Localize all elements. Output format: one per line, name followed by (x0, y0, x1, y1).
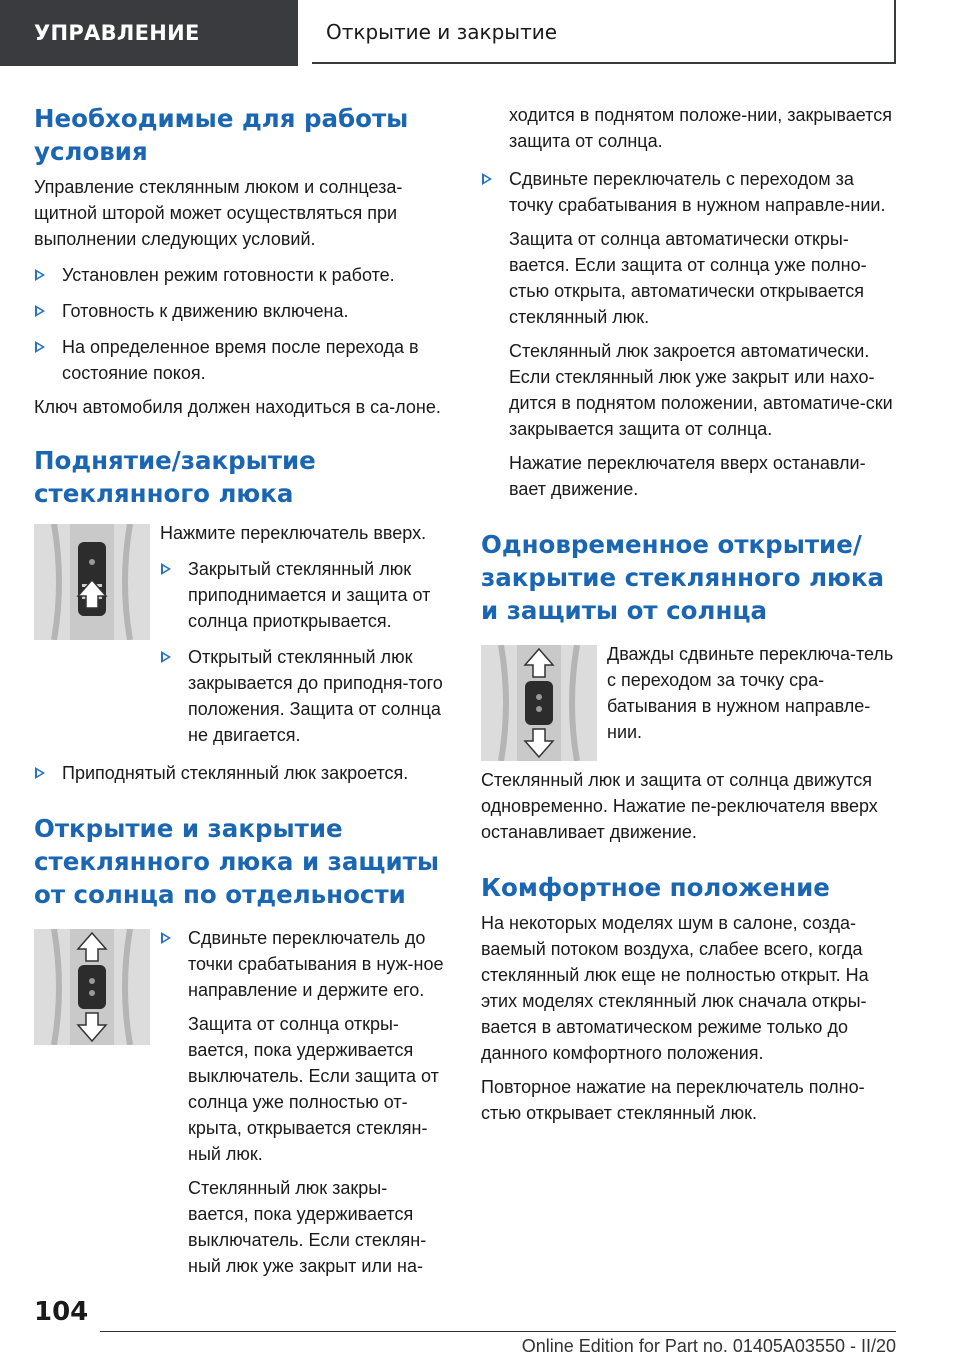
chapter-title: Открытие и закрытие (312, 0, 896, 64)
paragraph-auto-close: Стеклянный люк закроется автоматически. Если стеклянный люк уже закрыт или нахо-дится в поднятом положении, автоматиче-ски закрывается защита от солнца. (509, 341, 893, 439)
heading-raise-close: Поднятие/закрытие стеклянного люка (34, 446, 316, 508)
paragraph-sunroof-close: Стеклянный люк закры-вается, пока удерживается выключатель. Если стеклян-ный люк уже закрыт или на- (188, 1178, 427, 1276)
paragraph-stop: Нажатие переключателя вверх останавли-вает движение. (509, 453, 866, 499)
bullet-triangle-icon (35, 269, 45, 281)
bullet-triangle-icon (482, 173, 492, 185)
right-column (481, 102, 901, 1126)
switch-updown-illustration (34, 929, 150, 1045)
figure-raise (34, 520, 444, 748)
paragraph-continued: ходится в поднятом положе-нии, закрывается защита от солнца. (509, 105, 892, 151)
switch-up-illustration (34, 524, 150, 640)
list-item: Готовность к движению включена. (34, 298, 444, 324)
list-item: Сдвиньте переключатель с переходом за точку срабатывания в нужном направле-нии. (481, 166, 901, 218)
bullet-triangle-icon (161, 932, 171, 944)
figure-simultaneous (481, 641, 901, 761)
footer-edition: Online Edition for Part no. 01405A03550 - II/20 (521, 1336, 896, 1356)
page-number: 104 (34, 1297, 89, 1327)
section-tab: УПРАВЛЕНИЕ (0, 0, 298, 66)
list-item: Установлен режим готовности к работе. (34, 262, 444, 288)
paragraph-intro: Управление стеклянным люком и солнцеза-щитной шторой может осуществляться при выполнении следующих условий. (34, 177, 403, 249)
paragraph-auto-open: Защита от солнца автоматически откры-вается. Если защита от солнца уже полно-стью открыта, автоматически открывается стеклянный люк. (509, 229, 867, 327)
left-column (34, 102, 444, 1279)
heading-comfort: Комфортное положение (481, 873, 830, 902)
paragraph-key-note: Ключ автомобиля должен находиться в са-лоне. (34, 397, 441, 417)
list-item: Приподнятый стеклянный люк закроется. (34, 760, 444, 786)
paragraph-simultaneous-move: Стеклянный люк и защита от солнца движутся одновременно. Нажатие пе-реключателя вверх останавливает движение. (481, 770, 878, 842)
bullet-triangle-icon (35, 767, 45, 779)
heading-separate: Открытие и закрытие стеклянного люка и защиты от солнца по отдельности (34, 814, 440, 909)
bullet-triangle-icon (35, 305, 45, 317)
heading-conditions: Необходимые для работы условия (34, 104, 409, 166)
paragraph-comfort-a: На некоторых моделях шум в салоне, созда-ваемый потоком воздуха, слабее всего, когда стеклянный люк еще не полностью открыт. На этих моделях стеклянный люк сначала откры-вается в автоматическом режиме только до данного комфортного положения. (481, 913, 869, 1063)
paragraph-comfort-b: Повторное нажатие на переключатель полно-стью открывает стеклянный люк. (481, 1077, 865, 1123)
list-item: На определенное время после перехода в состояние покоя. (34, 334, 444, 386)
list-item: Открытый стеклянный люк закрывается до приподня-того положения. Защита от солнца не двигается. (160, 644, 444, 748)
bullet-triangle-icon (161, 563, 171, 575)
paragraph-press-up: Нажмите переключатель вверх. (160, 523, 427, 543)
list-item: Сдвиньте переключатель до точки срабатывания в нуж-ное направление и держите его. (160, 925, 444, 1003)
switch-double-illustration (481, 645, 597, 761)
paragraph-double-slide: Дважды сдвиньте переключа-тель с переходом за точку сра-батывания в нужном направле-нии. (607, 644, 894, 742)
list-item: Закрытый стеклянный люк приподнимается и защита от солнца приоткрывается. (160, 556, 444, 634)
figure-separate (34, 925, 444, 1279)
heading-simultaneous: Одновременное открытие/закрытие стеклянного люка и защиты от солнца (481, 530, 885, 625)
bullet-triangle-icon (35, 341, 45, 353)
paragraph-sunshade-open: Защита от солнца откры-вается, пока удерживается выключатель. Если защита от солнца уже полностью от-крыта, открывается стеклян-ный люк. (188, 1014, 439, 1164)
bullet-triangle-icon (161, 651, 171, 663)
